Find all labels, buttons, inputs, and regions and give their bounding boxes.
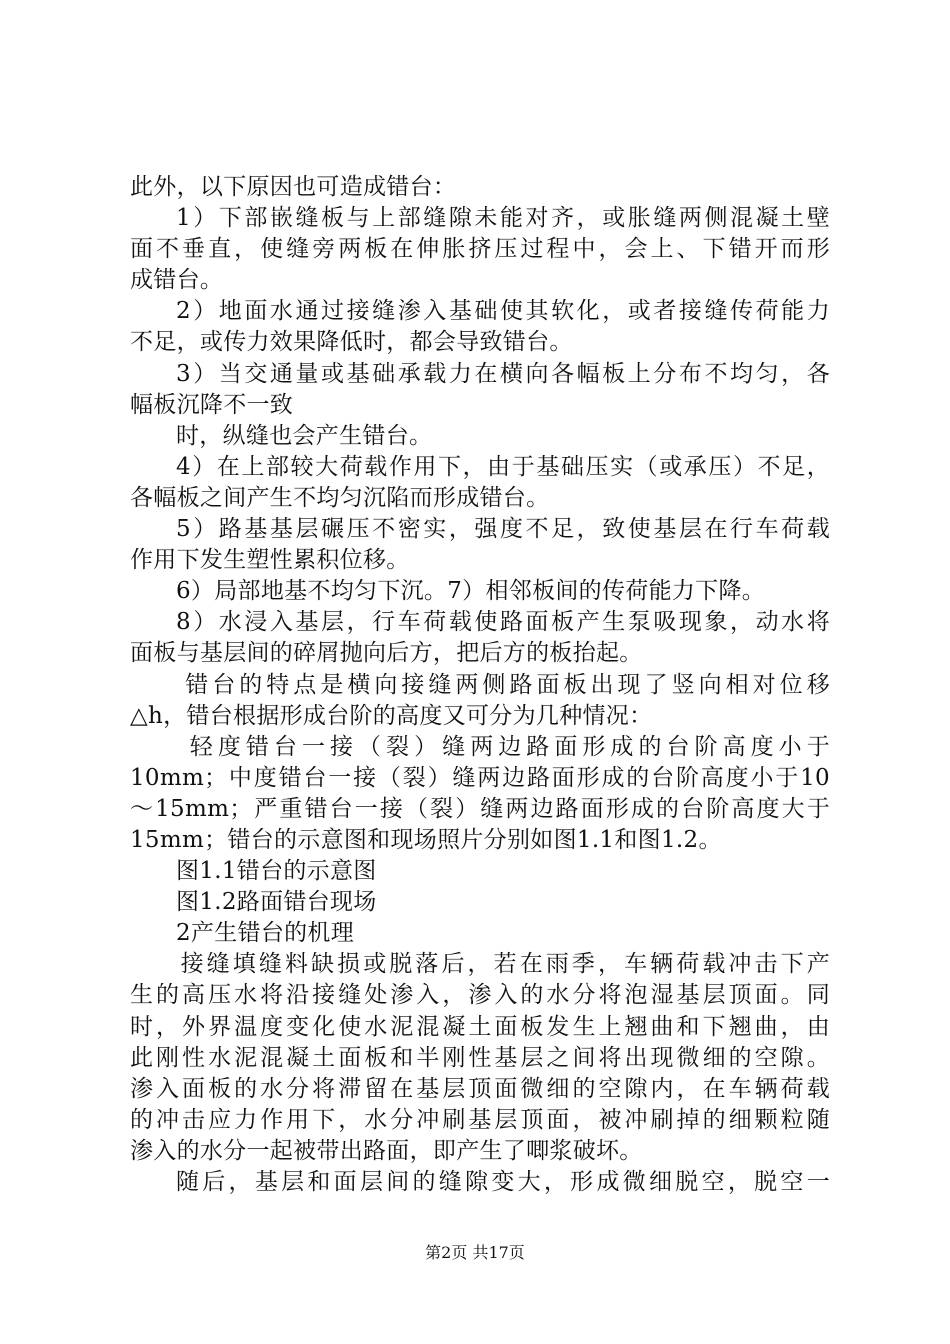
text-line: 各幅板之间产生不均匀沉陷而形成错台。 — [130, 484, 550, 511]
text-line: ～15mm；严重错台一接（裂）缝两边路面形成的台阶高度大于 — [130, 795, 830, 822]
text-line: 作用下发生塑性累积位移。 — [130, 547, 410, 574]
page-footer: 第2页 共17页 — [425, 1243, 525, 1262]
text-line: 10mm；中度错台一接（裂）缝两边路面形成的台阶高度小于10 — [130, 764, 830, 791]
document-body — [130, 172, 830, 1198]
text-line: 成错台。 — [130, 267, 224, 294]
text-line: 错台的特点是横向接缝两侧路面板出现了竖向相对位移 — [185, 671, 830, 698]
text-line: 轻度错台一接（裂）缝两边路面形成的台阶高度小于 — [189, 733, 830, 760]
text-line: 2产生错台的机理 — [176, 920, 355, 947]
text-line: 此外，以下原因也可造成错台： — [130, 174, 457, 200]
text-line: 4）在上部较大荷载作用下，由于基础压实（或承压）不足， — [176, 453, 830, 480]
text-line: 随后，基层和面层间的缝隙变大，形成微细脱空，脱空一 — [176, 1169, 830, 1195]
text-line: 渗入的水分一起被带出路面，即产生了唧浆破坏。 — [130, 1137, 643, 1164]
text-line: 图1.1错台的示意图 — [176, 858, 377, 885]
text-line: 面不垂直，使缝旁两板在伸胀挤压过程中，会上、下错开而形 — [130, 236, 830, 263]
text-line: 此刚性水泥混凝土面板和半刚性基层之间将出现微细的空隙。 — [130, 1044, 830, 1071]
text-line: 3）当交通量或基础承载力在横向各幅板上分布不均匀，各 — [176, 360, 830, 387]
text-line: 2）地面水通过接缝渗入基础使其软化，或者接缝传荷能力 — [176, 298, 830, 325]
text-line: 面板与基层间的碎屑抛向后方，把后方的板抬起。 — [130, 640, 643, 667]
text-line: 15mm；错台的示意图和现场照片分别如图1.1和图1.2。 — [130, 826, 722, 853]
text-line: 接缝填缝料缺损或脱落后，若在雨季，车辆荷载冲击下产 — [180, 951, 830, 978]
text-line: 的冲击应力作用下，水分冲刷基层顶面，被冲刷掉的细颗粒随 — [130, 1106, 830, 1133]
text-line: 5）路基基层碾压不密实，强度不足，致使基层在行车荷载 — [176, 516, 830, 543]
text-line: 8）水浸入基层，行车荷载使路面板产生泵吸现象，动水将 — [176, 609, 830, 636]
text-line: 不足，或传力效果降低时，都会导致错台。 — [130, 329, 573, 356]
text-line: 1）下部嵌缝板与上部缝隙未能对齐，或胀缝两侧混凝土壁 — [176, 205, 830, 232]
text-line: 6）局部地基不均匀下沉。7）相邻板间的传荷能力下降。 — [176, 578, 766, 605]
text-line: 幅板沉降不一致 — [130, 391, 294, 418]
text-line: 时，纵缝也会产生错台。 — [176, 422, 433, 449]
text-line: △h，错台根据形成台阶的高度又可分为几种情况： — [130, 702, 653, 729]
text-line: 渗入面板的水分将滞留在基层顶面微细的空隙内，在车辆荷载 — [130, 1075, 830, 1102]
text-line: 图1.2路面错台现场 — [176, 889, 377, 916]
text-line: 时，外界温度变化使水泥混凝土面板发生上翘曲和下翘曲，由 — [130, 1013, 830, 1040]
text-line: 生的高压水将沿接缝处渗入，渗入的水分将泡湿基层顶面。同 — [130, 982, 830, 1009]
